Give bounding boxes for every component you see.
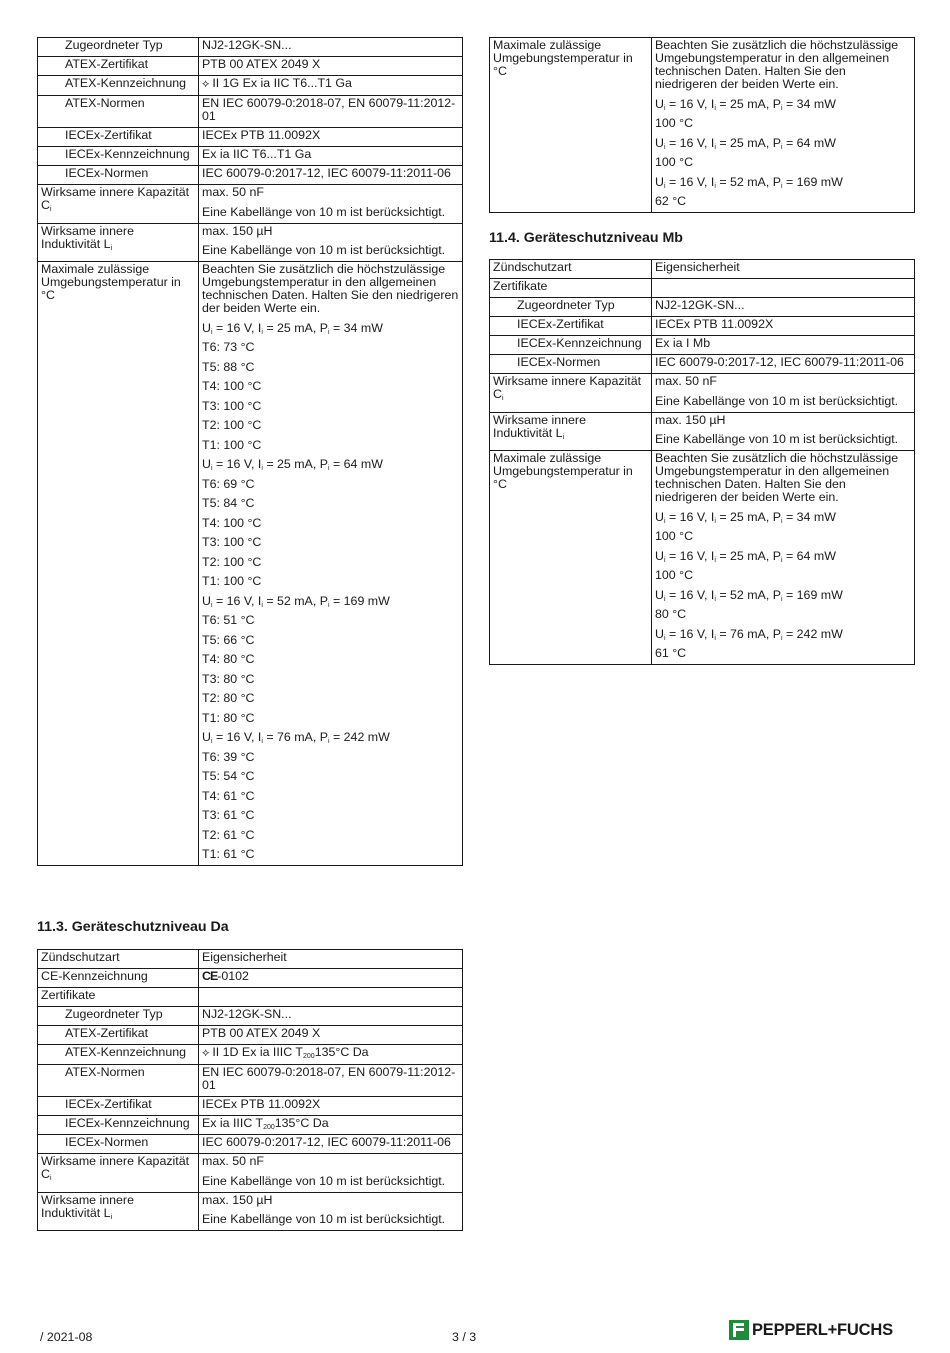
t2-temperature-note: Beachten Sie zusätzlich die höchstzulässige Umgebungstemperatur in den allgemeinen technischen Daten. Halten Sie den niedrigeren der beiden Werte ein. xyxy=(655,38,899,91)
temperature-line: 62 °C xyxy=(655,194,687,208)
t113-cert-key: Zugeordneter Typ xyxy=(38,1007,199,1026)
t1-cert-key: Zugeordneter Typ xyxy=(38,38,199,57)
t1-cert-row xyxy=(38,147,463,166)
t1-inductance-row xyxy=(38,223,463,262)
temperature-line: $U_i = 16$ V, $I_i = 25$ mA, $P_i = 34$ mW xyxy=(655,96,836,112)
t113-cert-value: NJ2-12GK-SN... xyxy=(199,1007,463,1026)
t113-cert-row xyxy=(38,1007,463,1026)
t1-temperature-note: Beachten Sie zusätzlich die höchstzulässige Umgebungstemperatur in den allgemeinen technischen Daten. Halten Sie den niedrigeren der beiden Werte ein. xyxy=(202,262,459,315)
t113-sub-rows xyxy=(38,1007,463,1154)
temperature-line: T4: 100 °C xyxy=(202,379,262,393)
ce-mark-icon: CE xyxy=(202,969,218,983)
temperature-line: 100 °C xyxy=(655,568,694,582)
temperature-line: T3: 100 °C xyxy=(202,398,262,413)
temperature-line: T2: 80 °C xyxy=(202,691,255,705)
t114-row xyxy=(490,279,915,298)
temperature-line: 100 °C xyxy=(655,529,694,543)
t1-cert-row xyxy=(38,57,463,76)
t113-row xyxy=(38,950,463,969)
temperature-line: T1: 80 °C xyxy=(202,710,255,725)
brand-logo-text: PEPPERL+FUCHS xyxy=(752,1320,893,1339)
temperature-line: $U_i = 16$ V, $I_i = 76$ mA, $P_i = 242$ mW xyxy=(655,626,843,642)
t113-inductance-key: Wirksame innere Induktivität $L_i$ xyxy=(38,1192,199,1231)
left-top-table xyxy=(37,37,463,866)
t113-capacity-key: Wirksame innere Kapazität $C_i$ xyxy=(38,1154,199,1193)
temperature-line: $U_i = 16$ V, $I_i = 52$ mA, $P_i = 169$ mW xyxy=(655,174,843,190)
t1-cert-key: IECEx-Kennzeichnung xyxy=(38,147,199,166)
t114-temperature-key: Maximale zulässige Umgebungstemperatur in °C xyxy=(490,451,652,665)
t114-cert-row xyxy=(490,298,915,317)
t1-cert-row xyxy=(38,166,463,185)
temperature-line: 100 °C xyxy=(655,155,694,169)
t114-key: Zertifikate xyxy=(490,279,652,298)
t114-cert-value: Ex ia I Mb xyxy=(652,336,915,355)
temperature-line: T5: 84 °C xyxy=(202,496,255,510)
temperature-line: $U_i = 16$ V, $I_i = 52$ mA, $P_i = 169$ mW xyxy=(655,587,843,603)
t114-inductance-key: Wirksame innere Induktivität $L_i$ xyxy=(490,412,652,451)
temperature-line: T1: 100 °C xyxy=(202,574,262,588)
temperature-line: T4: 61 °C xyxy=(202,788,255,803)
temperature-line: T3: 100 °C xyxy=(202,535,262,549)
temperature-line: T1: 61 °C xyxy=(202,847,255,861)
t113-cert-row xyxy=(38,1135,463,1154)
t114-temperature-lines xyxy=(655,511,911,661)
ex-hexagon-icon: ⟡ xyxy=(202,78,213,90)
t114-cert-key: Zugeordneter Typ xyxy=(490,298,652,317)
temperature-line: $U_i = 16$ V, $I_i = 25$ mA, $P_i = 64$ mW xyxy=(202,457,383,472)
t113-capacity-value: max. 50 nF Eine Kabellänge von 10 m ist berücksichtigt. xyxy=(199,1154,463,1193)
t114-value xyxy=(652,279,915,298)
t1-cert-row xyxy=(38,38,463,57)
temperature-line: T4: 80 °C xyxy=(202,652,255,666)
t113-inductance-row xyxy=(38,1192,463,1231)
t114-cert-row xyxy=(490,355,915,374)
t113-cert-row xyxy=(38,1116,463,1135)
temperature-line: T6: 69 °C xyxy=(202,476,255,491)
t113-cert-value: IECEx PTB 11.0092X xyxy=(199,1097,463,1116)
t113-cert-key: ATEX-Zertifikat xyxy=(38,1026,199,1045)
t113-cert-value: IEC 60079-0:2017-12, IEC 60079-11:2011-06 xyxy=(199,1135,463,1154)
t114-row xyxy=(490,260,915,279)
section-11-4-heading: 11.4. Geräteschutzniveau Mb xyxy=(489,230,683,246)
temperature-line: 61 °C xyxy=(655,646,687,660)
t1-capacity-row xyxy=(38,185,463,224)
temperature-line: $U_i = 16$ V, $I_i = 25$ mA, $P_i = 34$ mW xyxy=(655,509,836,525)
t1-cert-key: ATEX-Zertifikat xyxy=(38,57,199,76)
t114-capacity-row xyxy=(490,374,915,413)
temperature-line: T2: 61 °C xyxy=(202,827,255,842)
temperature-line: T4: 100 °C xyxy=(202,515,262,530)
temperature-line: $U_i = 16$ V, $I_i = 25$ mA, $P_i = 34$ mW xyxy=(202,320,383,336)
t1-cert-key: IECEx-Zertifikat xyxy=(38,128,199,147)
t113-cert-row xyxy=(38,1026,463,1045)
t1-temperature-key: Maximale zulässige Umgebungstemperatur in °C xyxy=(38,262,199,866)
temperature-line: T6: 39 °C xyxy=(202,749,255,764)
footer-page-number: 3 / 3 xyxy=(452,1330,477,1344)
t1-cert-value: PTB 00 ATEX 2049 X xyxy=(199,57,463,76)
t113-cert-row xyxy=(38,1065,463,1097)
t1-cert-value: IEC 60079-0:2017-12, IEC 60079-11:2011-06 xyxy=(199,166,463,185)
temperature-line: T3: 80 °C xyxy=(202,671,255,686)
t114-key: Zündschutzart xyxy=(490,260,652,279)
temperature-line: T5: 54 °C xyxy=(202,769,255,783)
t114-sub-rows xyxy=(490,298,915,374)
t114-inductance-row xyxy=(490,412,915,451)
t114-cert-value: IEC 60079-0:2017-12, IEC 60079-11:2011-06 xyxy=(652,355,915,374)
right-top-table xyxy=(489,37,915,213)
t114-cert-key: IECEx-Zertifikat xyxy=(490,317,652,336)
t114-cert-row xyxy=(490,317,915,336)
t1-cert-value: EN IEC 60079-0:2018-07, EN 60079-11:2012-01 xyxy=(199,96,463,128)
t113-cert-row xyxy=(38,1045,463,1065)
t114-value: Eigensicherheit xyxy=(652,260,915,279)
t113-row xyxy=(38,969,463,988)
temperature-line: 100 °C xyxy=(655,116,694,130)
temperature-line: T3: 61 °C xyxy=(202,808,255,822)
t114-cert-key: IECEx-Normen xyxy=(490,355,652,374)
t114-temperature-value xyxy=(652,451,915,665)
t1-capacity-value: max. 50 nF Eine Kabellänge von 10 m ist berücksichtigt. xyxy=(199,185,463,224)
t1-cert-key: ATEX-Normen xyxy=(38,96,199,128)
temperature-line: $U_i = 16$ V, $I_i = 76$ mA, $P_i = 242$ mW xyxy=(202,730,390,745)
t113-value xyxy=(199,988,463,1007)
t1-cert-rows xyxy=(38,38,463,185)
t114-inductance-value: max. 150 µH Eine Kabellänge von 10 m ist berücksichtigt. xyxy=(652,412,915,451)
t1-temperature-value xyxy=(199,262,463,866)
t114-capacity-key: Wirksame innere Kapazität $C_i$ xyxy=(490,374,652,413)
t114-rows xyxy=(490,260,915,298)
t113-value: Eigensicherheit xyxy=(199,950,463,969)
temperature-line: T6: 73 °C xyxy=(202,340,255,354)
t1-inductance-value: max. 150 µH Eine Kabellänge von 10 m ist berücksichtigt. xyxy=(199,223,463,262)
t114-cert-value: NJ2-12GK-SN... xyxy=(652,298,915,317)
t1-cert-value: NJ2-12GK-SN... xyxy=(199,38,463,57)
t1-cert-row xyxy=(38,96,463,128)
temperature-line: T2: 100 °C xyxy=(202,418,262,432)
t114-temperature-row xyxy=(490,451,915,665)
t113-cert-value: EN IEC 60079-0:2018-07, EN 60079-11:2012-01 xyxy=(199,1065,463,1097)
temperature-line: T5: 88 °C xyxy=(202,359,255,374)
t113-cert-key: ATEX-Kennzeichnung xyxy=(38,1045,199,1065)
t113-cert-row xyxy=(38,1097,463,1116)
t113-value: CE-0102 xyxy=(199,969,463,988)
t113-cert-value: Ex ia IIIC $T_{200}135^\circ C$ Da xyxy=(199,1116,463,1135)
t1-capacity-key: Wirksame innere Kapazität $C_i$ xyxy=(38,185,199,224)
t2-temperature-value xyxy=(652,38,915,213)
t1-cert-row xyxy=(38,128,463,147)
t113-cert-value: PTB 00 ATEX 2049 X xyxy=(199,1026,463,1045)
temperature-line: $U_i = 16$ V, $I_i = 25$ mA, $P_i = 64$ mW xyxy=(655,548,836,564)
t1-cert-value: ⟡ II 1G Ex ia IIC T6...T1 Ga xyxy=(199,76,463,96)
t113-key: Zündschutzart xyxy=(38,950,199,969)
temperature-line: T6: 51 °C xyxy=(202,613,255,627)
ex-hexagon-icon: ⟡ xyxy=(202,1047,213,1059)
temperature-line: T2: 100 °C xyxy=(202,554,262,569)
t113-cert-key: IECEx-Kennzeichnung xyxy=(38,1116,199,1135)
t1-inductance-key: Wirksame innere Induktivität $L_i$ xyxy=(38,223,199,262)
brand-logo-icon xyxy=(729,1320,749,1340)
t2-temperature-key: Maximale zulässige Umgebungstemperatur in °C xyxy=(490,38,652,213)
section-11-3-table xyxy=(37,949,463,1231)
section-11-4-table xyxy=(489,259,915,665)
t2-temperature-row xyxy=(490,38,915,213)
temperature-line: T1: 100 °C xyxy=(202,437,262,452)
t113-inductance-value: max. 150 µH Eine Kabellänge von 10 m ist berücksichtigt. xyxy=(199,1192,463,1231)
t114-cert-value: IECEx PTB 11.0092X xyxy=(652,317,915,336)
t113-key: Zertifikate xyxy=(38,988,199,1007)
t114-capacity-value: max. 50 nF Eine Kabellänge von 10 m ist berücksichtigt. xyxy=(652,374,915,413)
temperature-line: $U_i = 16$ V, $I_i = 25$ mA, $P_i = 64$ mW xyxy=(655,135,836,151)
t2-temperature-lines xyxy=(655,98,911,209)
t1-temperature-lines xyxy=(202,322,459,862)
t113-capacity-row xyxy=(38,1154,463,1193)
t113-rows xyxy=(38,950,463,1007)
t113-row xyxy=(38,988,463,1007)
t113-cert-key: ATEX-Normen xyxy=(38,1065,199,1097)
t1-cert-row xyxy=(38,76,463,96)
footer-date: / 2021-08 xyxy=(40,1330,93,1344)
t114-cert-key: IECEx-Kennzeichnung xyxy=(490,336,652,355)
t1-cert-key: ATEX-Kennzeichnung xyxy=(38,76,199,96)
brand-logo xyxy=(729,1320,893,1340)
t114-cert-row xyxy=(490,336,915,355)
t113-cert-value: ⟡ II 1D Ex ia IIIC $T_{200}135^\circ C$ Da xyxy=(199,1045,463,1065)
section-11-3-heading: 11.3. Geräteschutzniveau Da xyxy=(37,919,229,935)
t1-cert-value: Ex ia IIC T6...T1 Ga xyxy=(199,147,463,166)
t1-temperature-row xyxy=(38,262,463,866)
temperature-line: 80 °C xyxy=(655,607,687,621)
t1-cert-value: IECEx PTB 11.0092X xyxy=(199,128,463,147)
t113-key: CE-Kennzeichnung xyxy=(38,969,199,988)
t113-cert-key: IECEx-Zertifikat xyxy=(38,1097,199,1116)
t1-cert-key: IECEx-Normen xyxy=(38,166,199,185)
t114-temperature-note: Beachten Sie zusätzlich die höchstzulässige Umgebungstemperatur in den allgemeinen technischen Daten. Halten Sie den niedrigeren der beiden Werte ein. xyxy=(655,451,899,504)
t113-cert-key: IECEx-Normen xyxy=(38,1135,199,1154)
temperature-line: T5: 66 °C xyxy=(202,632,255,647)
temperature-line: $U_i = 16$ V, $I_i = 52$ mA, $P_i = 169$ mW xyxy=(202,593,390,609)
